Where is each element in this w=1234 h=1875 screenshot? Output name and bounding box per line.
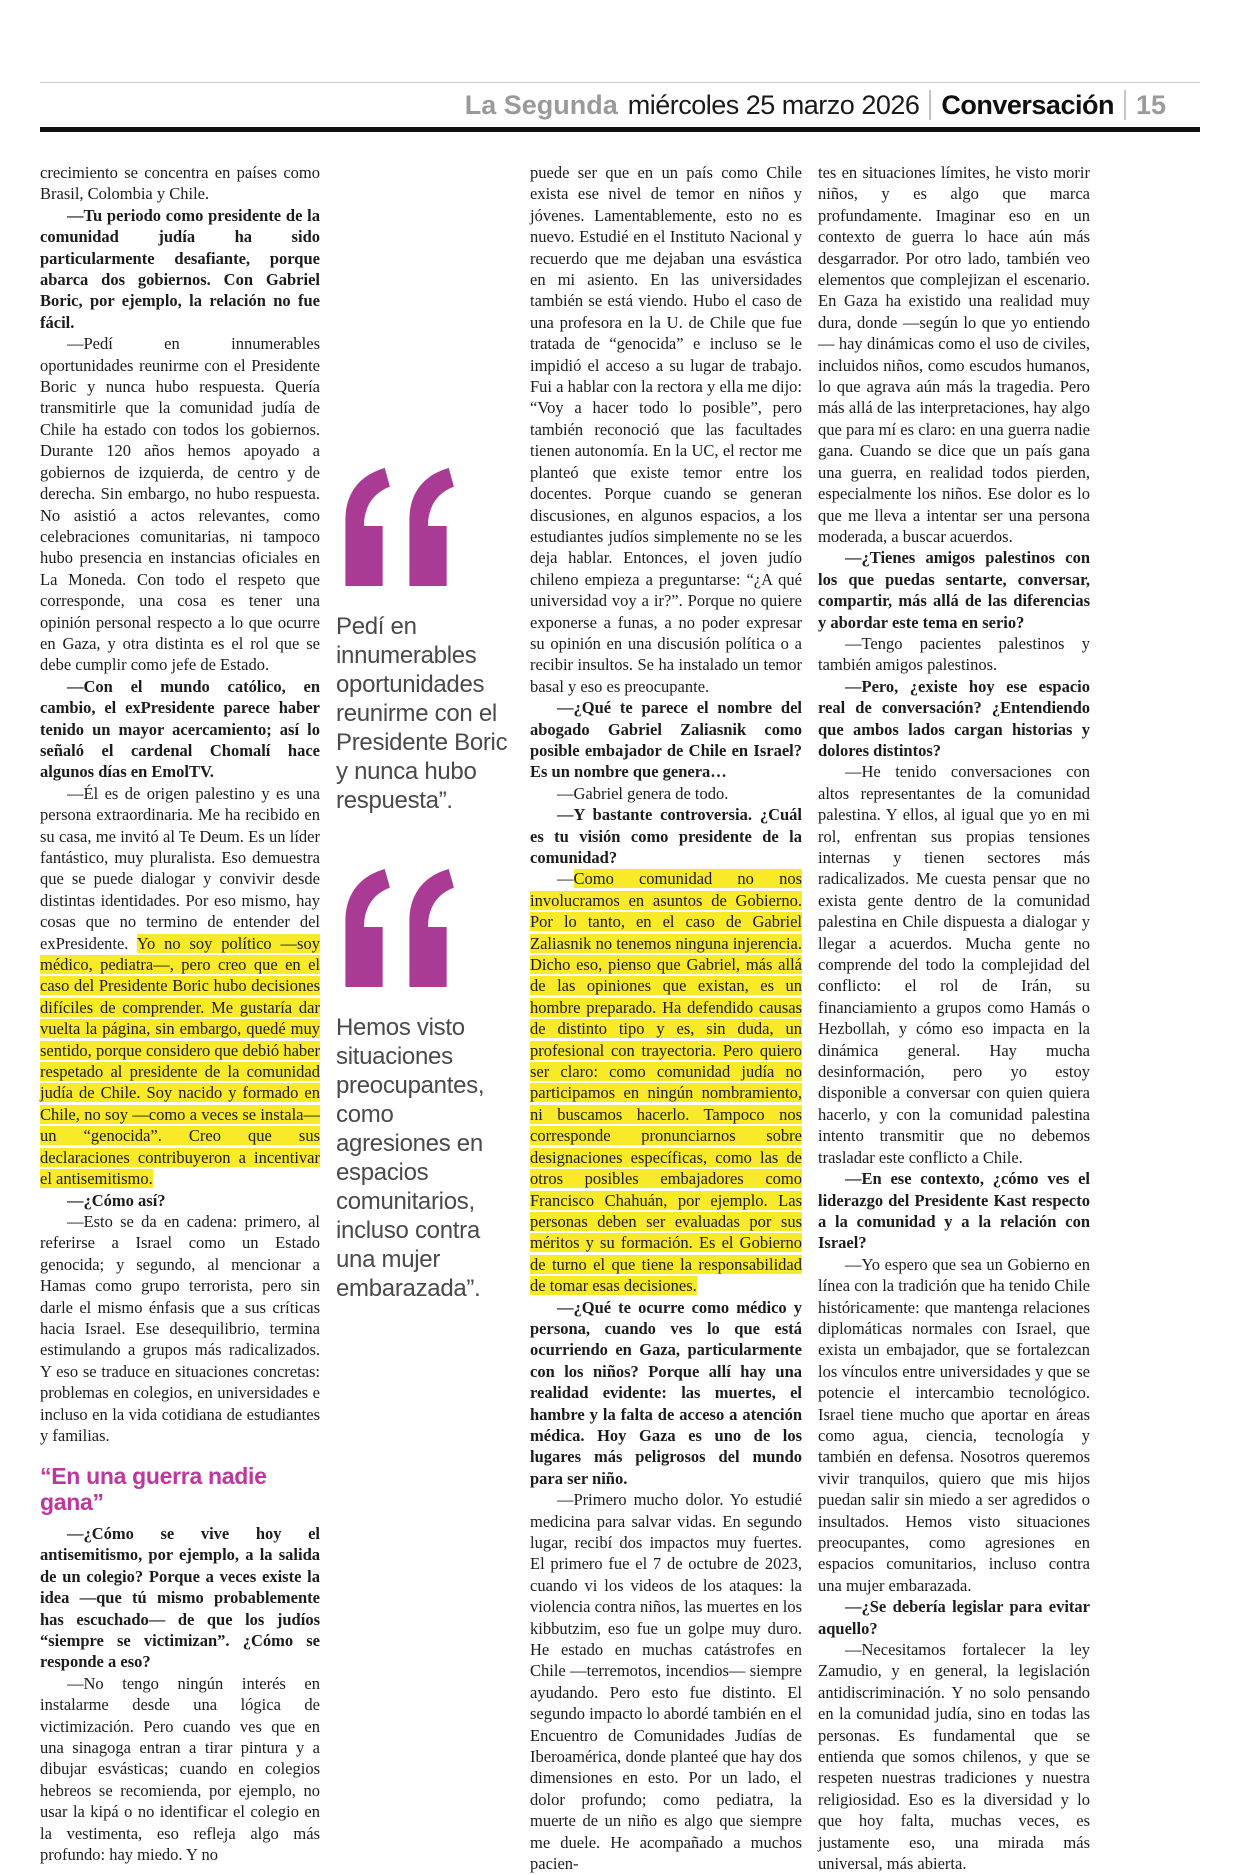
article-paragraph — [530, 162, 802, 697]
article-paragraph — [530, 804, 802, 868]
answer-text: —Tengo pacientes palestinos y también amigos palestinos. — [818, 633, 1090, 675]
article-paragraph — [818, 1596, 1090, 1639]
issue-date: miércoles 25 marzo 2026 — [627, 89, 920, 120]
article-paragraph — [818, 761, 1090, 1168]
article-paragraph — [818, 162, 1090, 547]
question-text: —Y bastante controversia. ¿Cuál es tu visión como presidente de la comunidad? — [530, 805, 802, 867]
article-paragraph — [40, 1190, 320, 1211]
question-text: —Tu periodo como presidente de la comunidad judía ha sido particularmente desafiante, porque abarca dos gobiernos. Con Gabriel Boric, por ejemplo, la relación no fue fácil. — [40, 205, 320, 332]
question-text: —Con el mundo católico, en cambio, el exPresidente parece haber tenido un mayor acercamiento; así lo señaló el cardenal Chomalí hace algunos días en EmolTV. — [40, 676, 320, 782]
newspaper-page — [0, 82, 1234, 1875]
article-paragraph — [530, 1297, 802, 1490]
answer-text: —Él es de origen palestino y es una persona extraordinaria. Me ha recibido en su casa, me invitó al Te Deum. Es un líder fantástico, muy pluralista. Eso demuestra que se puede dialogar y convivir desde distintas identidades. Por eso mismo, hay cosas que no termino de entender del exPresidente. — [40, 783, 320, 953]
article-paragraph — [818, 633, 1090, 676]
answer-text: —Pedí en innumerables oportunidades reunirme con el Presidente Boric y nunca hubo respuesta. Quería transmitirle que la comunidad judía de Chile ha estado con todos los gobiernos. Durante 120 años hemos apoyado a gobiernos de izquierda, de centro y de derecha. Sin embargo, no hubo respuesta. No asistió a actos relevantes, como celebraciones comunitarias, ni tampoco hubo presencia en instancias oficiales en La Moneda. Con todo el respeto que corresponde, una cosa es tener una opinión personal respecto a lo que ocurre en Gaza, y otra distinta es el rol que se debe cumplir como jefe de Estado. — [40, 334, 320, 675]
highlighted-text: Yo no soy político —soy médico, pediatra—, pero creo que en el caso del Presidente Boric hubo decisiones difíciles de comprender. Me gustaría dar vuelta la página, sin embargo, quedé muy sentido, porque considero que debió haber respetado al presidente de la comunidad judía de Chile. Soy nacido y formado en Chile, no soy —como a veces se instala— un “genocida”. Creo que sus declaraciones contribuyeron a incentivar el antisemitismo. — [40, 933, 320, 1189]
article-paragraph — [530, 1489, 802, 1874]
question-text: —¿Tienes amigos palestinos con los que puedas sentarte, conversar, compartir, más allá de las diferencias y abordar este tema en serio? — [818, 548, 1090, 632]
section-subhead: “En una guerra nadie gana” — [40, 1463, 267, 1515]
question-text: —¿Qué te ocurre como médico y persona, cuando ves lo que está ocurriendo en Gaza, particularmente con los niños? Porque allí hay una realidad evidente: las muertes, el hambre y la falta de acceso a atención médica. Hoy Gaza es uno de los lugares más peligrosos del mundo para ser niño. — [530, 1297, 802, 1488]
question-text: —¿Se debería legislar para evitar aquello? — [818, 1597, 1090, 1638]
pull-quote-column — [336, 162, 514, 1875]
article-paragraph — [818, 1254, 1090, 1597]
answer-text: —Primero mucho dolor. Yo estudié medicina para salvar vidas. En segundo lugar, recibí dos impactos muy fuertes. El primero fue el 7 de octubre de 2023, cuando vi los videos de los ataques: la violencia contra niños, las muertes en los kibbutzim, eso fue un golpe muy duro. He estado en muchas catástrofes en Chile —terremotos, incendios— siempre ayudando. Pero esto fue distinto. El segundo impacto lo abordé también en el Encuentro de Comunidades Judías de Iberoamérica, donde planteé que hay dos dimensiones en esto. Por un lado, el dolor profundo; como pediatra, la muerte de un niño es algo que siempre me duele. He acompañado a muchos pacien- — [530, 1490, 802, 1874]
question-text: —¿Cómo así? — [67, 1190, 166, 1210]
article-paragraph — [818, 1168, 1090, 1254]
answer-text: —No tengo ningún interés en instalarme desde una lógica de victimización. Pero cuando ves que en una sinagoga entran a tirar pintura y a dibujar esvásticas; cuando en colegios hebreos se recomienda, por ejemplo, no usar la kipá o no identificar el colegio en la vestimenta, eso refleja algo más profundo: hay miedo. Y no — [40, 1673, 320, 1865]
article-paragraph — [40, 1211, 320, 1446]
article-paragraph — [40, 205, 320, 333]
header-divider — [929, 90, 931, 120]
article-paragraph — [530, 868, 802, 1296]
answer-text: —Yo espero que sea un Gobierno en línea con la tradición que ha tenido Chile históricamente: que mantenga relaciones diplomáticas normales con Israel, que exista un embajador, que se fortalezcan los vínculos entre universidades y que se potencie el intercambio tecnológico. Israel tiene mucho que aportar en áreas como agua, ciencia, tecnología y también en defensa. Nosotros queremos vivir tranquilos, quiero que mis hijos puedan salir sin miedo a ser agredidos o insultados. Hemos visto situaciones preocupantes, como agresiones en espacios comunitarios, incluso contra una mujer embarazada. — [818, 1254, 1090, 1595]
article-paragraph — [40, 676, 320, 783]
question-text: —En ese contexto, ¿cómo ves el liderazgo del Presidente Kast respecto a la comunidad y a la relación con Israel? — [818, 1169, 1090, 1253]
article-paragraph — [40, 162, 320, 205]
answer-text: —Gabriel genera de todo. — [557, 783, 729, 803]
pull-quote-text: Pedí en innumerables oportunidades reunirme con el Presidente Boric y nunca hubo respuesta”. — [336, 613, 508, 814]
quote-mark-icon — [336, 869, 514, 987]
pull-quote — [336, 869, 514, 1303]
question-text: —¿Qué te parece el nombre del abogado Gabriel Zaliasnik como posible embajador de Chile en Israel? Es un nombre que genera… — [530, 698, 802, 782]
question-text: —¿Cómo se vive hoy el antisemitismo, por ejemplo, a la salida de un colegio? Porque a veces existe la idea —que tú mismo probablemente has escuchado— de que los judíos “siempre se victimizan”. ¿Cómo se responde a eso? — [40, 1523, 320, 1672]
article-paragraph — [40, 1523, 320, 1673]
article-column-1 — [40, 162, 320, 1875]
article-paragraph — [40, 1673, 320, 1866]
newspaper-brand: La Segunda — [464, 89, 618, 120]
article-body — [40, 162, 1200, 1875]
section-title: Conversación — [941, 89, 1114, 120]
answer-text: — — [557, 869, 574, 889]
article-paragraph — [818, 547, 1090, 633]
article-paragraph — [818, 1639, 1090, 1874]
pull-quote — [336, 468, 514, 815]
answer-text: —Esto se da en cadena: primero, al referirse a Israel como un Estado genocida; y segundo, al mencionar a Hamas como grupo terrorista, pero sin darle el mismo énfasis que a sus críticas hacia Israel. Ese desequilibrio, termina estimulando a grupos más radicalizados. Y eso se traduce en situaciones concretas: problemas en colegios, en universidades e incluso en la vida cotidiana de estudiantes y familias. — [40, 1211, 320, 1445]
article-paragraph — [530, 697, 802, 783]
answer-text: crecimiento se concentra en países como Brasil, Colombia y Chile. — [40, 163, 320, 204]
article-paragraph — [818, 676, 1090, 762]
answer-text: —Necesitamos fortalecer la ley Zamudio, y en general, la legislación antidiscriminación. Y no solo pensando en la comunidad judía, sino en todas las personas. Es fundamental que se entienda que somos chilenos, y que se respeten nuestras tradiciones y nuestra religiosidad. Eso es la diversidad y lo que hoy falta, muchas veces, es justamente eso, una mirada más universal, más abierta. — [818, 1640, 1090, 1874]
header-bottom-rule — [40, 127, 1200, 132]
page-header — [40, 83, 1200, 127]
quote-mark-icon — [336, 468, 514, 586]
answer-text: —He tenido conversaciones con altos representantes de la comunidad palestina. Y ellos, al igual que yo en mi rol, enfrentan sus propias tensiones internas y tienen sectores más radicalizados. Me cuesta pensar que no exista gente dentro de la comunidad palestina en Chile dispuesta a dialogar y llegar a acuerdos. Mucha gente no comprende del todo la complejidad del conflicto: el rol de Irán, su financiamiento a grupos como Hamás o Hezbollah, y cómo eso impacta en la dinámica general. Hay mucha desinformación, pero yo estoy disponible a conversar con quien quiera hacerlo, y con la comunidad palestina intento transmitir que no debemos trasladar este conflicto a Chile. — [818, 762, 1090, 1167]
article-column-2 — [530, 162, 802, 1875]
pull-quote-text: Hemos visto situaciones preocupantes, como agresiones en espacios comunitarios, incluso contra una mujer embarazada”. — [336, 1014, 485, 1302]
answer-text: puede ser que en un país como Chile exista ese nivel de temor en niños y jóvenes. Lamentablemente, esto no es nuevo. Estudié en el Instituto Nacional y recuerdo que me dejaban una esvástica en mi asiento. En las universidades también se está viendo. Hubo el caso de una profesora en la U. de Chile que fue tratada de “genocida” e incluso se le impidió el acceso a su lugar de trabajo. Fui a hablar con la rectora y ella me dijo: “Voy a hacer todo lo posible”, pero también reconoció que las facultades tienen autonomía. En la UC, el rector me planteó que existe temor entre los docentes. Porque cuando se generan discusiones, en algunos espacios, a los estudiantes judíos simplemente no se les deja hablar. Entonces, el joven judío chileno empieza a preguntarse: “¿A qué universidad voy a ir?”. Porque no quiere exponerse a funas, a no poder expresar su opinión en una discusión política o a recibir insultos. Se ha instalado un temor basal y eso es preocupante. — [530, 163, 802, 696]
article-paragraph — [40, 333, 320, 676]
article-column-3 — [818, 162, 1090, 1875]
header-divider — [1124, 90, 1126, 120]
article-paragraph — [40, 783, 320, 1190]
answer-text: tes en situaciones límites, he visto morir niños, y es algo que marca profundamente. Imaginar eso en un contexto de guerra lo hace aún más desgarrador. Por otro lado, también veo elementos que complejizan el escenario. En Gaza ha existido una realidad muy dura, donde —según lo que yo entiendo— hay dinámicas como el uso de civiles, incluidos niños, como escudos humanos, lo que agrava aún más la tragedia. Pero más allá de las interpretaciones, hay algo que para mí es claro: en una guerra nadie gana. Cuando se dice que un país gana una guerra, en realidad todos pierden, especialmente los niños. Ese dolor es lo que me lleva a intentar ser una persona moderada, a buscar acuerdos. — [818, 163, 1090, 546]
article-paragraph — [530, 783, 802, 804]
question-text: —Pero, ¿existe hoy ese espacio real de conversación? ¿Entendiendo que ambos lados cargan historias y dolores distintos? — [818, 676, 1090, 760]
highlighted-text: Como comunidad no nos involucramos en asuntos de Gobierno. Por lo tanto, en el caso de Gabriel Zaliasnik no tenemos ninguna injerencia. Dicho eso, pienso que Gabriel, más allá de las opiniones que existan, es un hombre preparado. Ha defendido causas de distinto tipo y es, sin duda, un profesional con trayectoria. Pero quiero ser claro: como comunidad judía no participamos en ningún nombramiento, ni buscamos hacerlo. Tampoco nos corresponde pronunciarnos sobre designaciones específicas, como las de otros posibles embajadores como Francisco Chahuán, por ejemplo. Las personas deben ser evaluadas por sus méritos y su formación. Es el Gobierno de turno el que tiene la responsabilidad de tomar esas decisiones. — [530, 869, 802, 1296]
page-number: 15 — [1135, 89, 1166, 120]
